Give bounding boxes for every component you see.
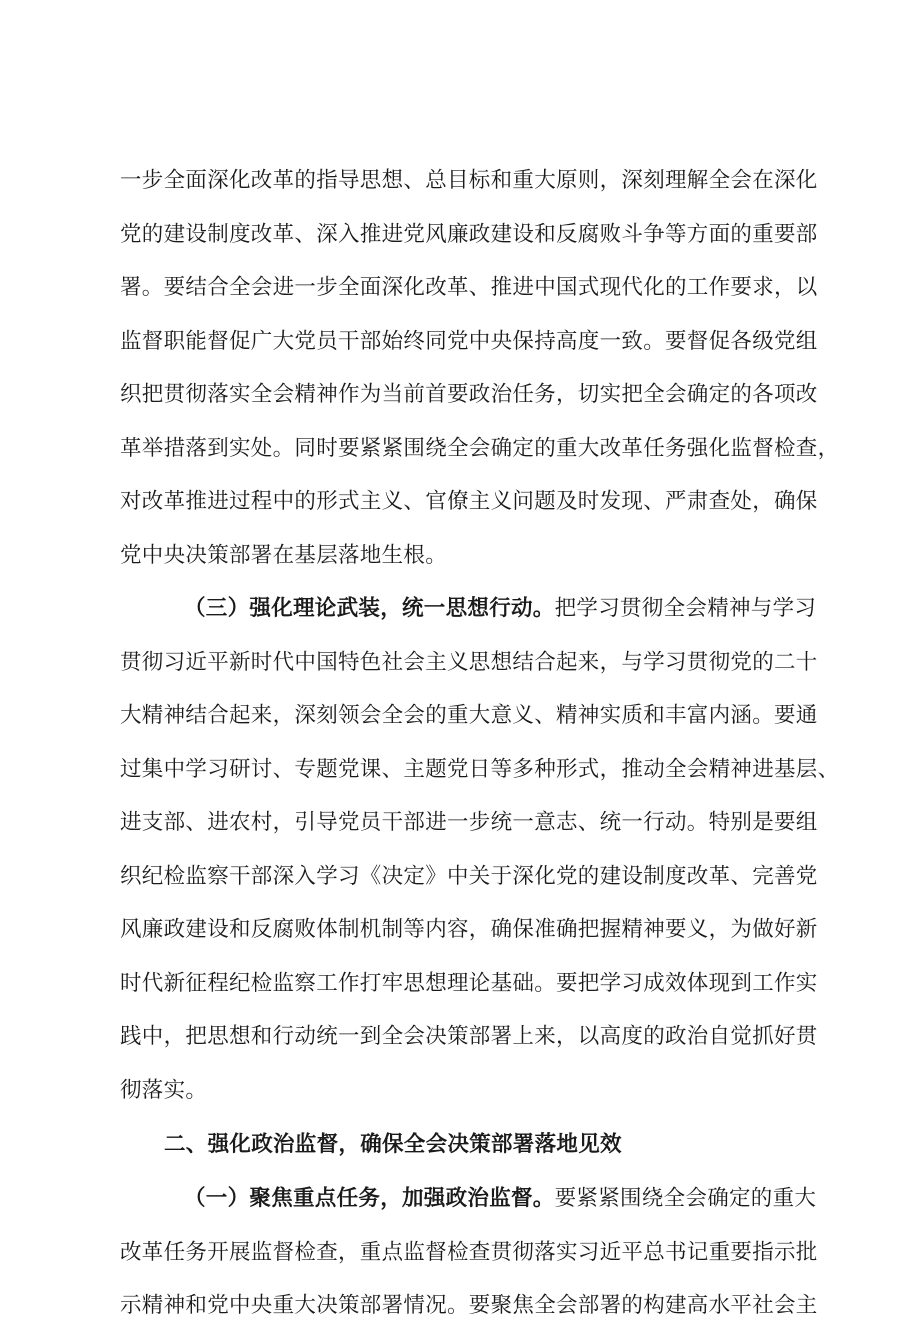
text-line: 织把贯彻落实全会精神作为当前首要政治任务，切实把全会确定的各项改 bbox=[120, 382, 818, 407]
text-span: 把学习贯彻全会精神与学习 bbox=[554, 596, 817, 621]
text-line: 时代新征程纪检监察工作打牢思想理论基础。要把学习成效体现到工作实 bbox=[120, 970, 818, 996]
text-span: 要紧紧围绕全会确定的重大 bbox=[554, 1186, 817, 1211]
paragraph-first-line bbox=[120, 582, 817, 636]
text-line: 大精神结合起来，深刻领会全会的重大意义、精神实质和丰富内涵。要通 bbox=[120, 703, 818, 728]
paragraph-1 bbox=[120, 154, 840, 582]
text-line: 革举措落到实处。同时要紧紧围绕全会确定的重大改革任务强化监督检查， bbox=[120, 435, 840, 461]
paragraph-3 bbox=[120, 1172, 818, 1333]
text-line: 党中央决策部署在基层落地生根。 bbox=[120, 542, 448, 568]
text-line: 贯彻习近平新时代中国特色社会主义思想结合起来，与学习贯彻党的二十 bbox=[120, 649, 818, 675]
text-line: 改革任务开展监督检查，重点监督检查贯彻落实习近平总书记重要指示批 bbox=[120, 1239, 818, 1265]
text-line: 过集中学习研讨、专题党课、主题党日等多种形式，推动全会精神进基层、 bbox=[120, 756, 840, 782]
text-line: 党的建设制度改革、深入推进党风廉政建设和反腐败斗争等方面的重要部 bbox=[120, 221, 818, 247]
text-line: 对改革推进过程中的形式主义、官僚主义问题及时发现、严肃查处，确保 bbox=[120, 489, 818, 514]
subsection-title: （一）聚焦重点任务，加强政治监督。 bbox=[184, 1186, 555, 1211]
section-heading: 二、强化政治监督，确保全会决策部署落地见效 bbox=[164, 1132, 622, 1157]
text-line: 进支部、进农村，引导党员干部进一步统一意志、统一行动。特别是要组 bbox=[120, 810, 818, 835]
text-line: 风廉政建设和反腐败体制机制等内容，确保准确把握精神要义，为做好新 bbox=[120, 917, 818, 942]
paragraph-first-line bbox=[120, 1172, 817, 1226]
text-line: 署。要结合全会进一步全面深化改革、推进中国式现代化的工作要求，以 bbox=[120, 275, 818, 300]
paragraph-2 bbox=[120, 582, 840, 1117]
text-line: 彻落实。 bbox=[120, 1077, 208, 1103]
text-line: 监督职能督促广大党员干部始终同党中央保持高度一致。要督促各级党组 bbox=[120, 328, 818, 354]
text-line: 织纪检监察干部深入学习《决定》中关于深化党的建设制度改革、完善党 bbox=[120, 863, 818, 889]
text-line: 践中，把思想和行动统一到全会决策部署上来，以高度的政治自觉抓好贯 bbox=[120, 1024, 818, 1049]
document-page bbox=[120, 154, 840, 1333]
subsection-title: （三）强化理论武装，统一思想行动。 bbox=[184, 596, 555, 621]
text-line: 示精神和党中央重大决策部署情况。要聚焦全会部署的构建高水平社会主 bbox=[120, 1293, 818, 1318]
text-line: 一步全面深化改革的指导思想、总目标和重大原则，深刻理解全会在深化 bbox=[120, 168, 818, 193]
